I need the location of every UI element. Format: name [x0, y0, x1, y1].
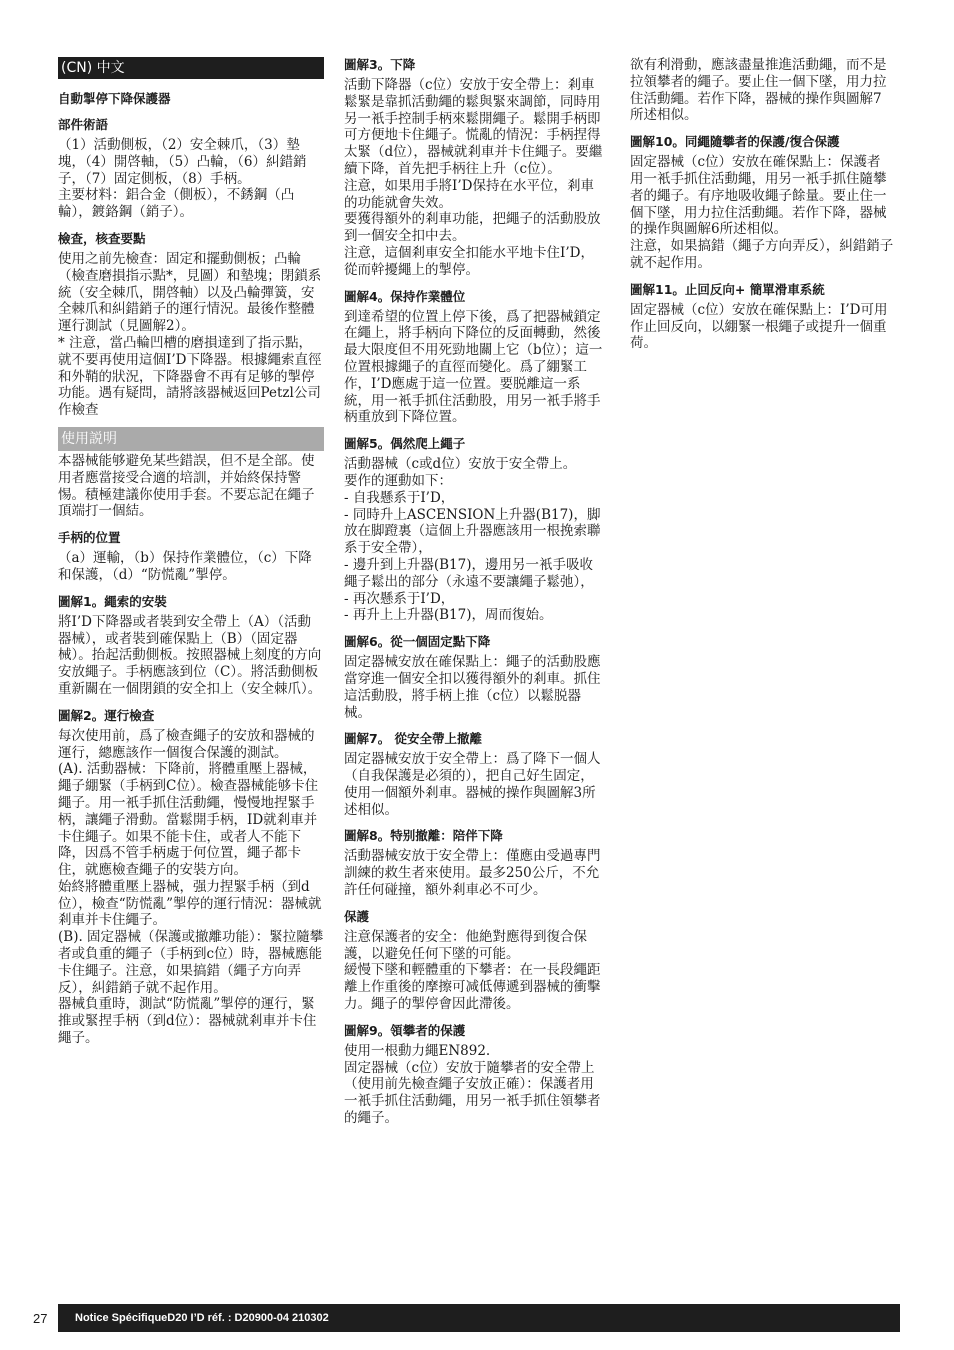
fig5-text: 活動器械（c或d位）安放于安全帶上。 [344, 456, 577, 473]
usage-text: 本器械能够避免某些錯誤，但不是全部。使用者應當接受合適的培訓，并始終保持警惕。積極建議你使用手套。不要忘記在繩子頂端打一個結。 [58, 452, 315, 520]
fig9-continued-text: 欲有利滑動，應該盡量推進活動繩，而不是拉領攀者的繩子。要止住一個下墜，用力拉住活動繩。若作下降，器械的操作與圖解7所述相似。 [630, 57, 887, 124]
fig9-heading: 圖解9。領攀者的保護 [344, 1022, 466, 1038]
fig4-text: 到達希望的位置上停下後，爲了把器械鎖定在繩上，將手柄向下降位的反面轉動，然後最大限度但不用死勁地關上它（b位）；這一位置根據繩子的直徑而變化。爲了綳緊工作，I’D應處于這一位置。要脱離這一系統，用一衹手抓住活動股，用另一衹手將手柄重放到下降位置。 [344, 308, 603, 426]
language-bar: (CN) 中文 [58, 57, 324, 79]
fig3-text: 注意，這個剎車安全扣能水平地卡住I’D，從而幹擾繩上的掣停。 [344, 244, 594, 278]
column-2 [344, 57, 606, 1127]
footer-bar: Notice SpécifiqueD20 I’D réf. : D20900-04 210302 [58, 1304, 900, 1332]
inspect-heading: 檢查，核查要點 [58, 230, 146, 246]
fig10-text: 注意，如果搞錯（繩子方向弄反），糾錯銷子就不起作用。 [630, 238, 894, 271]
fig2-text: 每次使用前，爲了檢查繩子的安放和器械的運行，總應該作一個復合保護的測試。 [58, 727, 315, 761]
protect-text: 注意保護者的安全：他絶對應得到復合保護，以避免任何下墜的可能。 [344, 928, 587, 962]
fig5-step: - 再次懸系于I’D， [344, 590, 455, 607]
column-3 [630, 57, 894, 352]
terms-heading: 部件術語 [58, 117, 109, 132]
fig1-heading: 圖解1。繩索的安裝 [58, 593, 167, 609]
fig5-step: - 再升上上升器(B17)，周而復始。 [344, 607, 553, 624]
terms-materials: 主要材料：鋁合金（側板），不銹鋼（凸輪），鍍鉻鋼（銷子）。 [58, 187, 295, 221]
fig10-text: 固定器械（c位）安放在確保點上：保護者用一衹手抓住活動繩，用另一衹手抓住隨攀者的繩子。有序地吸收繩子餘量。要止住一個下墜，用力拉住活動繩。若作下降，器械的操作與圖解6所述相似。 [630, 154, 887, 238]
fig7-heading: 圖解7。 從安全帶上撤離 [344, 731, 483, 747]
fig9-text: 固定器械（c位）安放于隨攀者的安全帶上（使用前先檢查繩子安放正確）：保護者用一衹手抓住活動繩，用另一衹手抓住領攀者的繩子。 [344, 1059, 601, 1127]
column-1 [58, 57, 324, 1047]
fig11-text: 固定器械（c位）安放在確保點上：I’D可用作止回反向，以綳緊一根繩子或提升一個重荷。 [630, 301, 888, 352]
fig5-step: - 邊升到上升器(B17)，邊用另一衹手吸收繩子鬆出的部分（永遠不要讓繩子鬆弛）， [344, 556, 594, 590]
inspect-note: * 注意，當凸輪凹槽的磨損達到了指示點，就不要再使用這個I’D下降器。根據繩索直徑和外鞘的狀況，下降器會不再有足够的掣停功能。遇有疑問，請將該器械返回Petzl公司作檢查 [58, 334, 322, 419]
fig2-heading: 圖解2。運行檢查 [58, 707, 155, 723]
fig6-text: 固定器械安放在確保點上：繩子的活動股應當穿進一個安全扣以獲得額外的剎車。抓住這活動股，將手柄上推（c位）以鬆脱器械。 [344, 654, 601, 721]
fig11-heading: 圖解11。止回反向+ 簡單滑車系統 [630, 281, 825, 297]
fig3-text: 要獲得額外的剎車功能，把繩子的活動股放到一個安全扣中去。 [344, 211, 601, 245]
fig4-heading: 圖解4。保持作業體位 [344, 288, 466, 304]
fig8-heading: 圖解8。特别撤離：陪伴下降 [344, 828, 503, 844]
fig3-heading: 圖解3。下降 [344, 57, 416, 72]
fig7-text: 固定器械安放于安全帶上：爲了降下一個人（自我保護是必須的），把自己好生固定，使用一個額外剎車。器械的操作與圖解3所述相似。 [344, 751, 601, 818]
fig2-text: 器械負重時，測試“防慌亂”掣停的運行，緊推或緊捏手柄（到d位）：器械就剎車并卡住繩子。 [58, 996, 317, 1047]
fig2-text: (B). 固定器械（保護或撤離功能）：緊拉隨攀者或負重的繩子（手柄到c位）時，器械應能卡住繩子。注意，如果搞錯（繩子方向弄反），糾錯銷子就不起作用。 [58, 929, 324, 996]
fig5-step: - 自我懸系于I’D， [344, 489, 455, 506]
fig6-heading: 圖解6。從一個固定點下降 [344, 634, 491, 650]
handle-text: （a）運輸，（b）保持作業體位，（c）下降和保護，（d）“防慌亂”掣停。 [58, 550, 312, 583]
fig3-text: 活動下降器（c位）安放于安全帶上：剎車鬆緊是靠抓活動繩的鬆與緊來調節，同時用另一衹手控制手柄來鬆開繩子。鬆開手柄即可方便地卡住繩子。慌亂的情況：手柄捏得太緊（d位），器械就剎車并卡住繩子。要繼續下降，首先把手柄往上升（c位）。 [344, 77, 603, 177]
protect-text: 緩慢下墜和輕體重的下攀者：在一長段繩距離上作重後的摩擦可减低傳遞到器械的衝擊力。繩子的掣停會因此滯後。 [344, 962, 601, 1013]
protect-heading: 保護 [344, 908, 370, 924]
handle-heading: 手柄的位置 [58, 530, 121, 546]
fig2-text: 始終將體重壓上器械，强力捏緊手柄（到d位），檢查“防慌亂”掣停的運行情況：器械就剎車并卡住繩子。 [58, 878, 322, 929]
usage-bar: 使用説明 [58, 427, 324, 451]
inspect-text: 使用之前先檢查：固定和擺動側板；凸輪（檢查磨損指示點*，見圖）和墊塊；閉鎖系統（安全棘爪，開啓軸）以及凸輪彈簧，安全棘爪和糾錯銷子的運行情況。最後作整體運行測試（見圖解2）。 [58, 250, 322, 335]
fig2-text: (A). 活動器械：下降前，將體重壓上器械，繩子綳緊（手柄到C位）。檢查器械能够卡住繩子。用一衹手抓住活動繩，慢慢地捏緊手柄，讓繩子滑動。當鬆開手柄，ID就剎車并卡住繩子。如果不能卡住，或者人不能下降，因爲不管手柄處于何位置，繩子都卡住，就應檢查繩子的安裝方向。 [58, 761, 319, 879]
fig5-text: 要作的運動如下： [344, 472, 452, 489]
fig9-text: 使用一根動力繩EN892. [344, 1042, 491, 1059]
fig5-heading: 圖解5。偶然爬上繩子 [344, 436, 466, 452]
fig5-step: - 同時升上ASCENSION上升器(B17)，脚放在脚蹬裏（這個上升器應該用一根挽索聯系于安全帶）， [344, 506, 601, 557]
page-number: 27 [33, 1311, 48, 1326]
fig10-heading: 圖解10。同繩隨攀者的保護/復合保護 [630, 134, 840, 150]
fig1-text: 將I’D下降器或者裝到安全帶上（A）（活動器械），或者裝到確保點上（B）（固定器械）。抬起活動側板。按照器械上刻度的方向安放繩子。手柄應該到位（C）。將活動側板重新關在一個閉鎖的安全扣上（安全棘爪）。 [58, 613, 322, 697]
document-title: 自動掣停下降保護器 [58, 91, 171, 106]
terms-list: （1）活動側板，（2）安全棘爪，（3）墊塊，（4）開啓軸，（5）凸輪，（6）糾錯銷子，（7）固定側板，（8）手柄。 [58, 137, 307, 187]
fig3-text: 注意，如果用手將I’D保持在水平位，剎車的功能就會失效。 [344, 177, 594, 211]
fig8-text: 活動器械安放于安全帶上：僅應由受過專門訓練的救生者來使用。最多250公斤，不允許任何碰撞，額外剎車必不可少。 [344, 848, 601, 899]
